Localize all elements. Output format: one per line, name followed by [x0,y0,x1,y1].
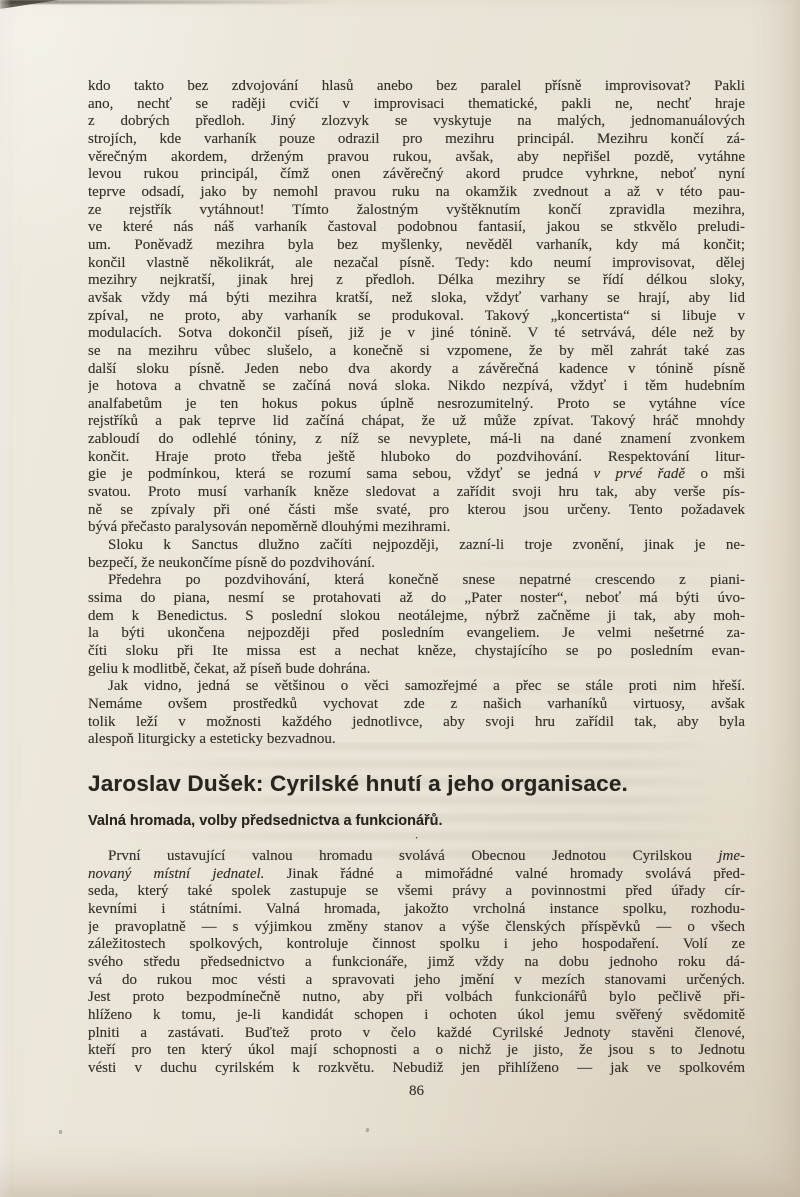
text-line: tolik leží v možnosti každého jednotlivce, aby svoji hru zařídil tak, aby byla [88,713,745,730]
text-line: je pravoplatně — s výjimkou změny stanov a výše členských příspěvků — o všech [88,918,745,935]
text-line: alespoň liturgicky a esteticky bezvadnou. [88,731,336,748]
paper-speck [59,1130,62,1134]
text-line: um. Poněvadž mezihra byla bez myšlenky, nevěděl varhaník, kdy má končit; [88,236,745,253]
text-line: novaný místní jednatel. Jinak řádné a mimořádné valné hromady svolává před- [88,865,745,882]
text-line: svého středu předsednictvo a funkcionáře, jimž vždy na dobu jednoho roku dá- [88,953,745,970]
text-line: kdo takto bez zdvojování hlasů anebo bez paralel přísně improvisovat? Pakli [88,78,745,94]
page-number: 86 [409,1083,424,1099]
text-line: la býti ukončena nejpozději před posledním evangeliem. Je velmi nešetrné za- [88,625,745,642]
continued-article-body [88,78,745,749]
text-line: další sloku písně. Jeden nebo dva akordy a závěrečná kadence v tónině písně [88,360,745,377]
text-line: modulacích. Sotva dokončil píseň, již je v jiné tónině. V té setrvává, déle než by [88,325,745,342]
text-line: Jest proto bezpodmínečně nutno, aby při volbách funkcionářů bylo pečlivě při- [88,989,745,1006]
text-line: kteří pro ten který úkol mají schopnosti a o nichž je jisto, že jsou s to Jednotu [88,1042,745,1059]
section-subheading: Valná hromada, volby předsednictva a funkcionářů. [88,812,443,829]
paragraph [88,848,745,1078]
text-line: bývá přečasto paralysován nepoměrně dlouhými mezihrami. [88,519,451,536]
text-line: gie je podmínkou, která se rozumí sama sebou, vždyť se jedná v prvé řadě o mši [88,466,745,483]
text-line: seda, který také spolek zastupuje se všemi právy a povinnostmi před úřady cír- [88,883,745,900]
text-line: kevními i státními. Valná hromada, jakožto vrcholná instance spolku, rozhodu- [88,900,745,917]
section-separator-dot: · [414,829,419,845]
text-line: končil vlastně několikrát, ale nezačal písně. Tedy: kdo neumí improvisovat, dělej [88,254,745,271]
text-line: levou rukou principál, čímž onen závěrečný akord prudce vyhrkne, neboť nyní [88,166,745,183]
text-line: Nemáme ovšem prostředků vychovat zde z našich varhaníků virtuosy, avšak [88,695,745,712]
article-heading: Jaroslav Dušek: Cyrilské hnutí a jeho organisace. [88,770,629,796]
text-line: dem k Benedictus. S poslední slokou neotálejme, nýbrž začněme ji tak, aby moh- [88,607,745,624]
text-line: analfabetům je ten hokus pokus úplně nesrozumitelný. Proto se vytáhne více [88,395,745,412]
text-line: Sloku k Sanctus dlužno začíti nejpozději, zazní-li troje zvonění, jinak je ne- [108,537,745,554]
paragraph [88,78,745,537]
text-line: avšak vždy má býti mezihra kratší, než sloka, vždyť varhany se hrají, aby lid [88,289,745,306]
text-line: zpíval, ne proto, aby varhaník se produkoval. Takový „koncertista“ si libuje v [88,307,745,324]
text-line: ze rejstřík vytáhnout! Tímto žalostným vyštěknutím končí zpravidla mezihra, [88,201,745,218]
text-line: vésti v duchu cyrilském k rozkvětu. Nebudiž jen přihlíženo — jak ve spolkovém [88,1059,745,1076]
text-line: Předehra po pozdvihování, která konečně snese nepatrné crescendo z piani- [108,572,745,589]
text-column [88,78,745,1077]
text-line: z dobrých předloh. Jiný zlozvyk se vyskytuje na malých, jednomanuálových [88,113,745,130]
new-article-body [88,848,745,1078]
text-line: vá do rukou moc vésti a spravovati jeho jmění v mezích stanovami určených. [88,971,745,988]
scan-left-edge-highlight [0,0,11,1197]
text-line: ssima do piana, nesmí se protahovati až do „Pater noster“, neboť má býti úvo- [88,590,745,607]
text-line: zabloudí do odlehlé tóniny, z níž se nevyplete, má-li na dané znamení zvonkem [88,431,745,448]
text-line: strojích, kde varhaník pouze odrazil pro mezihru principál. Mezihru končí zá- [88,130,745,147]
text-line: rejstříků a pak teprve lid začíná chápat, že už může zpívat. Takový hráč mnohdy [88,413,745,430]
text-line: záležitostech spolkových, kontroluje činnost spolku i jeho hospodaření. Volí ze [88,936,745,953]
text-line: ano, nechť se raději cvičí v improvisaci thematické, pakli ne, nechť hraje [88,95,745,112]
text-line: ně se zpívaly při oné části mše svaté, pro kterou jsou určeny. Tento požadavek [88,501,745,518]
text-line: končit. Hraje proto třeba ještě hluboko do pozdvihování. Respektování litur- [88,448,745,465]
text-line: Jak vidno, jedná se většinou o věci samozřejmé a přec se stále proti nim hřeší. [108,678,745,695]
text-line: geliu k modlitbě, čekat, až píseň bude dohrána. [88,660,371,677]
text-line: plniti a zastávati. Buďtež proto v čelo každé Cyrilské Jednoty stavěni členové, [88,1024,745,1041]
text-line: je hotova a chvatně se začíná nová sloka. Nikdo nezpívá, vždyť i těm hudebním [88,378,745,395]
text-line: číti sloku při Ite missa est a nechat kněze, chystajícího se po posledním evan- [88,643,745,659]
text-line: hlíženo k tomu, je-li kandidát schopen i ochoten úkol jemu svěřený svědomitě [88,1006,745,1023]
text-line: věrečným akordem, drženým pravou rukou, avšak, aby nepřišel pozdě, vytáhne [88,148,745,165]
text-line: bezpečí, že neukončíme písně do pozdvihování. [88,554,375,571]
paragraph [88,537,745,572]
paragraph [88,678,745,749]
paper-speck [365,1128,369,1133]
scan-top-edge-shadow [0,0,340,4]
text-line: svatou. Proto musí varhaník kněze sledovat a zařídit svoji hru tak, aby verše pís- [88,484,745,501]
text-line: mezihry nejkratší, jinak hrej z předloh. Délka mezihry se řídí délkou sloky, [88,272,745,289]
text-line: ve které nás náš varhaník častoval podobnou fantasií, jakou se stkvělo preludi- [88,219,745,236]
text-line: První ustavující valnou hromadu svolává Obecnou Jednotou Cyrilskou jme- [108,847,745,864]
text-line: teprve odsadí, jako by nemohl pravou ruku na okamžik zvednout a až v této pau- [88,183,745,200]
paragraph [88,572,745,678]
text-line: se na mezihru vůbec slušelo, a konečně si vzpomene, že by měl zahrát také zas [88,342,745,359]
